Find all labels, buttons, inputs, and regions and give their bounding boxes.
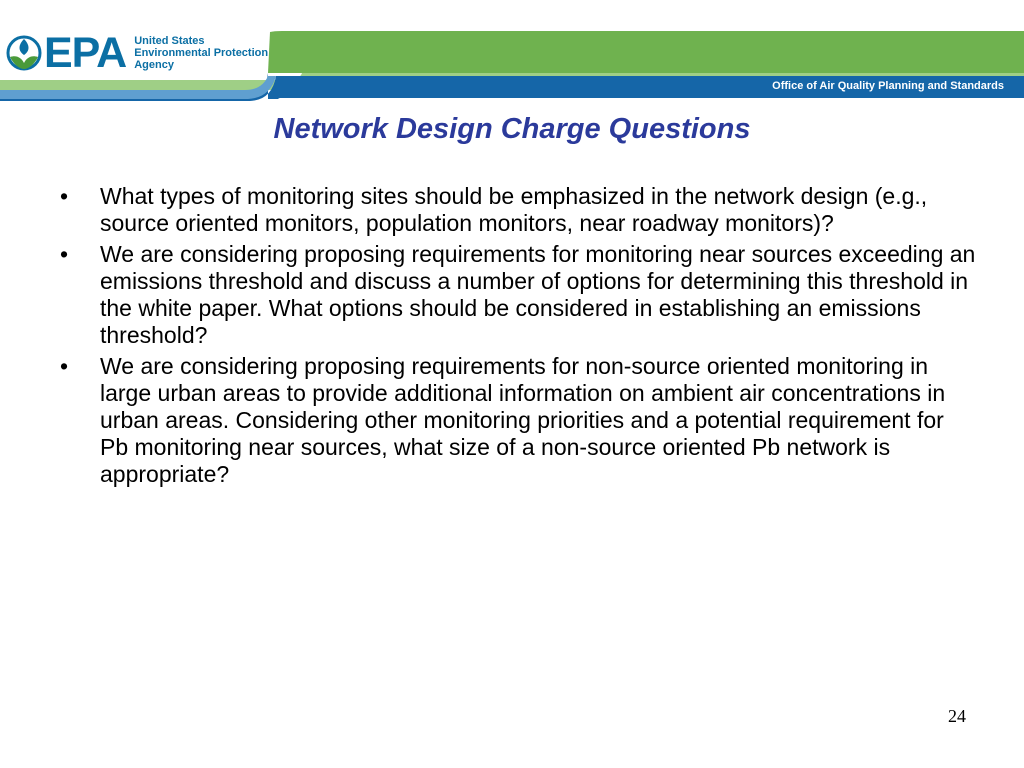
page-number: 24	[948, 706, 966, 726]
bullet-item	[56, 353, 976, 488]
bullet-text: We are considering proposing requirements for non-source oriented monitoring in large urban areas to provide additional information on ambient air concentrations in urban areas. Considering other monitoring priorities and a potential requirement for Pb monitoring near sources, what size of a non-source oriented Pb network is appropriate?	[100, 353, 946, 487]
logo-wordmark: EPA	[44, 29, 127, 77]
bullet-item	[56, 183, 976, 237]
agency-line-1: United States	[134, 35, 205, 47]
bullet-marker: •	[60, 353, 69, 379]
header-banner	[0, 0, 1024, 105]
agency-name	[134, 35, 268, 71]
agency-line-2: Environmental Protection	[134, 47, 269, 59]
bullet-marker: •	[60, 183, 69, 209]
agency-line-3: Agency	[134, 59, 174, 71]
bullet-list	[56, 183, 976, 492]
office-name: Office of Air Quality Planning and Standards	[772, 80, 1004, 92]
bullet-marker: •	[60, 241, 69, 267]
epa-logo	[6, 30, 268, 76]
bullet-text: What types of monitoring sites should be emphasized in the network design (e.g., source oriented monitors, population monitors, near roadway monitors)?	[100, 183, 928, 236]
bullet-item	[56, 241, 976, 349]
epa-flower-icon	[6, 33, 42, 73]
slide-title: Network Design Charge Questions	[273, 113, 751, 145]
bullet-text: We are considering proposing requirements for monitoring near sources exceeding an emissions threshold and discuss a number of options for determining this threshold in the white paper. What options should be considered in establishing an emissions threshold?	[100, 241, 976, 348]
